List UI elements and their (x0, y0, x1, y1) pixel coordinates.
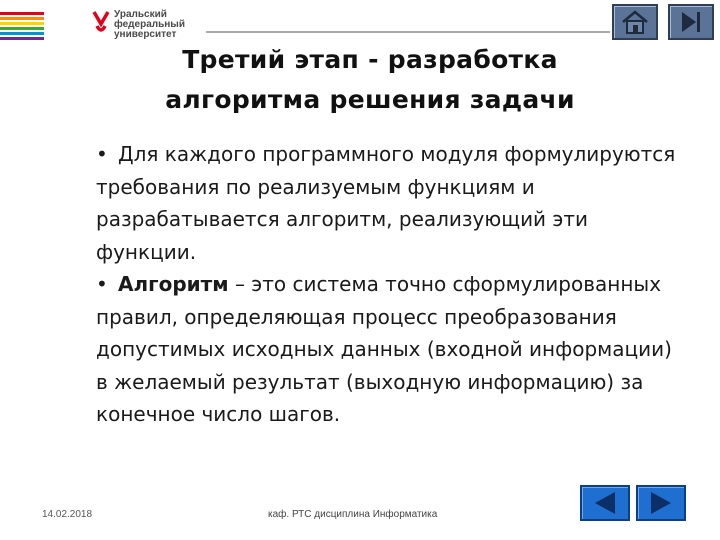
bullet-text: Для каждого программного модуля формулируются требования по реализуемым функциям и разрабатывается алгоритм, реализующий эти функции. (96, 142, 676, 264)
footer-caption: каф. РТС дисциплина Информатика (268, 509, 438, 520)
bullet-marker: • (96, 142, 108, 166)
stripe (0, 12, 44, 15)
skip-to-end-icon (677, 9, 705, 35)
logo-line: федеральный (114, 19, 185, 30)
next-slide-button[interactable] (636, 485, 686, 521)
term-algorithm: Алгоритм (118, 272, 229, 296)
home-button[interactable] (612, 4, 658, 40)
slide-body (96, 138, 686, 431)
stripe (0, 37, 44, 40)
triangle-left-icon (590, 490, 620, 516)
ural-logo-icon (92, 10, 110, 38)
university-logo (92, 10, 185, 40)
bullet-item (96, 138, 686, 268)
stripe (0, 27, 44, 30)
header-divider (206, 31, 610, 33)
stripe (0, 32, 44, 35)
triangle-right-icon (646, 490, 676, 516)
logo-line: Уральский (114, 9, 167, 20)
bullet-item (96, 268, 686, 431)
home-icon (620, 9, 650, 35)
title-line: Третий этап - разработка (182, 45, 558, 74)
slide-title (110, 40, 630, 120)
brand-stripes (0, 12, 44, 42)
bullet-marker: • (96, 272, 108, 296)
logo-line: университет (114, 29, 177, 40)
previous-slide-button[interactable] (580, 485, 630, 521)
title-line: алгоритма решения задачи (165, 85, 575, 114)
stripe (0, 17, 44, 20)
stripe (0, 22, 44, 25)
end-button[interactable] (668, 4, 714, 40)
bullet-text: – это система точно сформулированных правил, определяющая процесс преобразования допустимых исходных данных (входной информации) в желаемый результат (выходную информацию) за конечное число шагов. (96, 272, 672, 426)
logo-text (114, 10, 185, 40)
footer-date: 14.02.2018 (42, 509, 93, 520)
